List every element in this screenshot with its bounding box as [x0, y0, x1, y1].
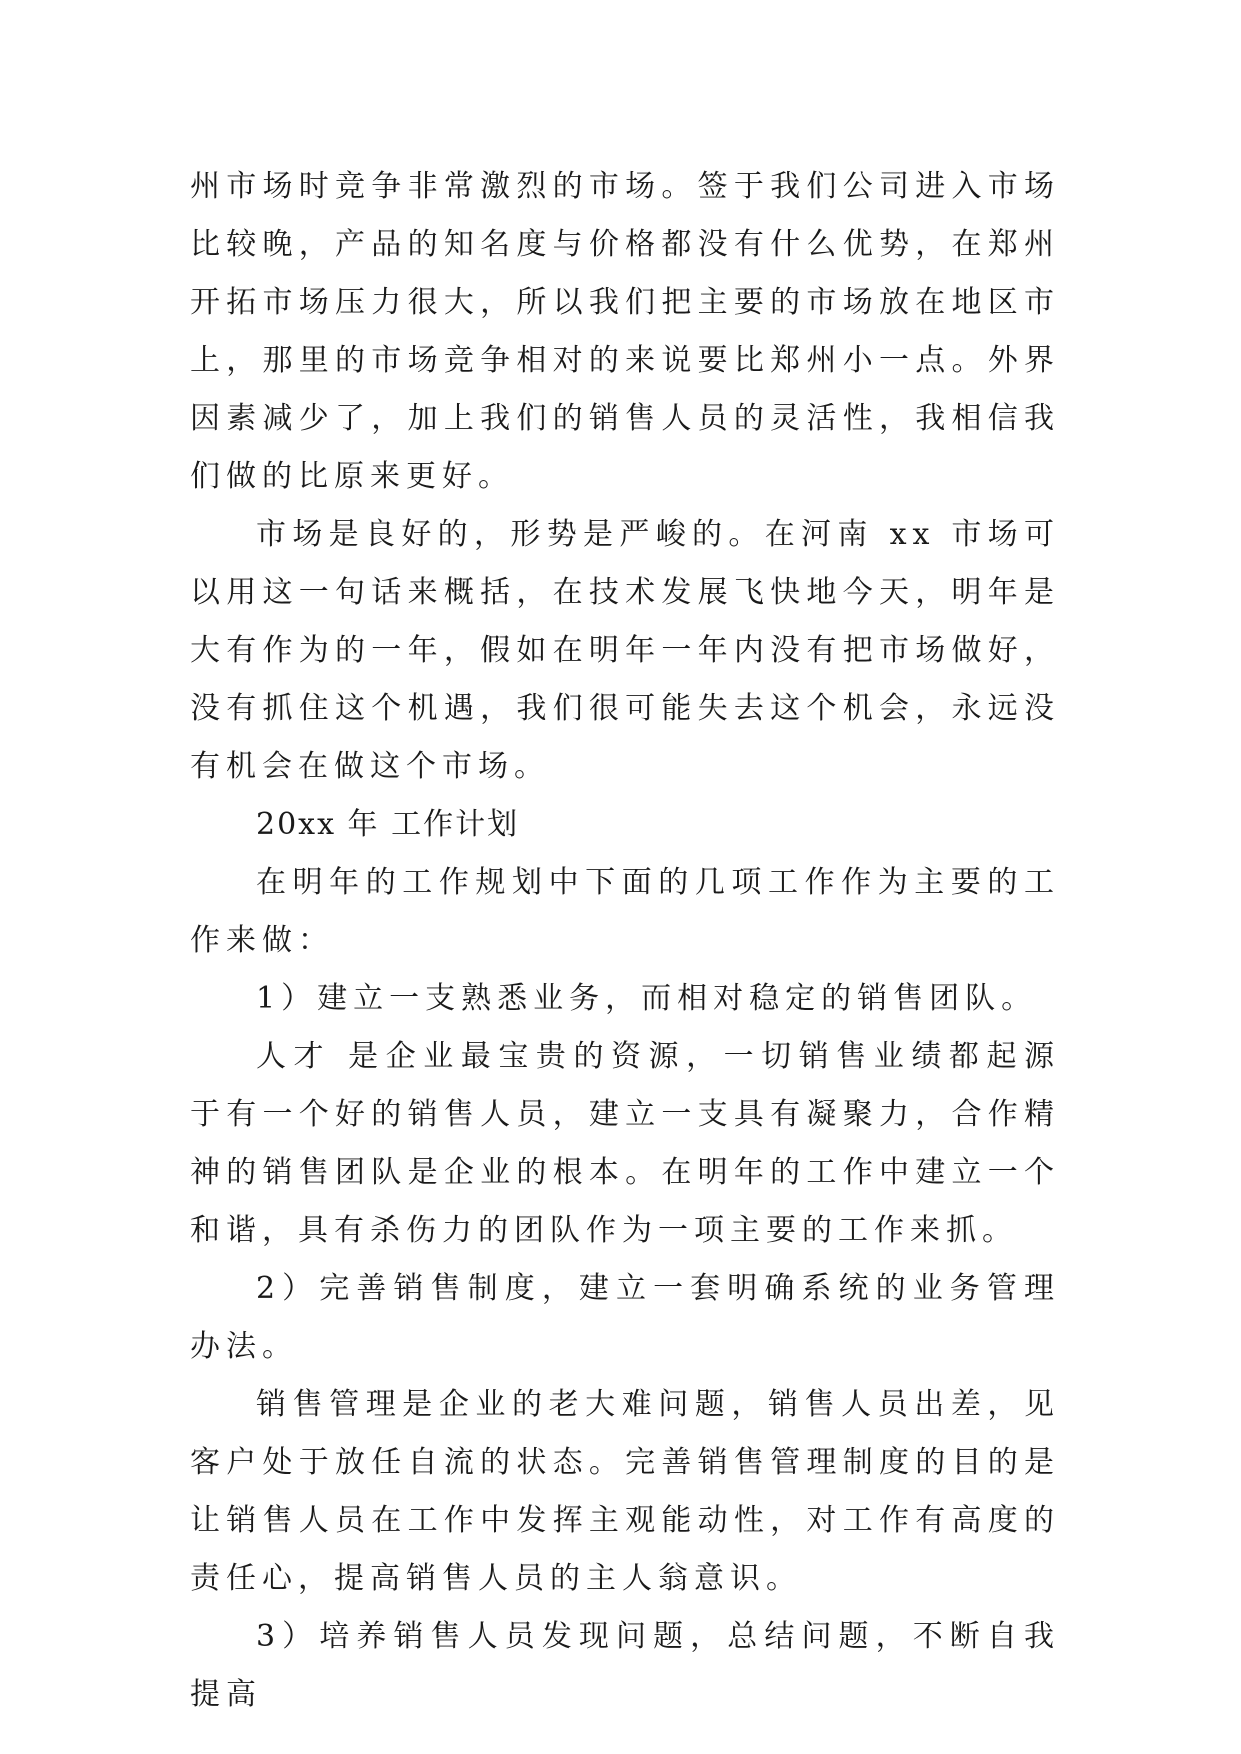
document-body	[190, 158, 1060, 1724]
paragraph-talent: 人才 是企业最宝贵的资源，一切销售业绩都起源于有一个好的销售人员，建立一支具有凝聚力，合作精神的销售团队是企业的根本。在明年的工作中建立一个和谐，具有杀伤力的团队作为一项主要的工作来抓。	[190, 1039, 1060, 1248]
paragraph-plan-intro: 在明年的工作规划中下面的几项工作作为主要的工作来做：	[190, 865, 1060, 958]
paragraph-sales-management: 销售管理是企业的老大难问题，销售人员出差，见客户处于放任自流的状态。完善销售管理制度的目的是让销售人员在工作中发挥主观能动性，对工作有高度的责任心，提高销售人员的主人翁意识。	[190, 1387, 1060, 1596]
list-item-2-heading: 2）完善销售制度，建立一套明确系统的业务管理办法。	[190, 1271, 1060, 1364]
paragraph-market-outlook: 市场是良好的，形势是严峻的。在河南 xx 市场可以用这一句话来概括，在技术发展飞快地今天，明年是大有作为的一年，假如在明年一年内没有把市场做好，没有抓住这个机遇，我们很可能失去这个机会，永远没有机会在做这个市场。	[190, 517, 1060, 784]
section-heading-work-plan: 20xx 年 工作计划	[256, 807, 520, 842]
list-item-3-heading: 3）培养销售人员发现问题，总结问题，不断自我提高	[190, 1619, 1060, 1712]
paragraph-market-competition: 州市场时竞争非常激烈的市场。签于我们公司进入市场比较晚，产品的知名度与价格都没有什么优势，在郑州开拓市场压力很大，所以我们把主要的市场放在地区市上，那里的市场竞争相对的来说要比郑州小一点。外界因素减少了，加上我们的销售人员的灵活性，我相信我们做的比原来更好。	[190, 169, 1060, 494]
list-item-1-heading: 1）建立一支熟悉业务，而相对稳定的销售团队。	[256, 981, 1038, 1016]
